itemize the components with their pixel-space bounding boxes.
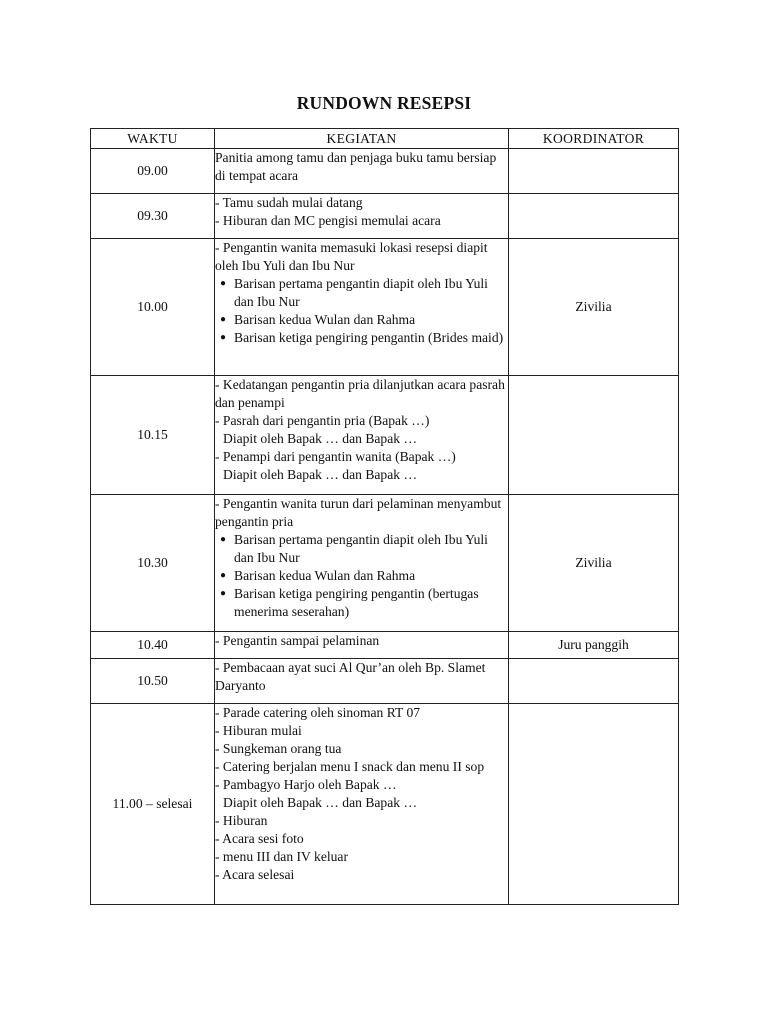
time-cell: 10.40 xyxy=(91,632,215,659)
table-row xyxy=(91,149,679,194)
activity-cell xyxy=(215,495,509,632)
activity-line: - Tamu sudah mulai datang xyxy=(215,195,363,210)
activity-bullet-item: ● Barisan kedua Wulan dan Rahma xyxy=(215,567,508,585)
time-cell: 09.30 xyxy=(91,194,215,239)
activity-bullet-item: ● Barisan pertama pengantin diapit oleh Ibu Yuli dan Ibu Nur xyxy=(215,275,508,311)
activity-line: - Kedatangan pengantin pria dilanjutkan acara pasrah dan penampi xyxy=(215,377,505,410)
activity-line: - Pengantin sampai pelaminan xyxy=(215,633,380,648)
activity-bullet-item: ● Barisan pertama pengantin diapit oleh Ibu Yuli dan Ibu Nur xyxy=(215,531,508,567)
activity-line: - Penampi dari pengantin wanita (Bapak …) xyxy=(215,449,456,464)
column-header-activity: KEGIATAN xyxy=(215,129,509,149)
activity-sub-line: Diapit oleh Bapak … dan Bapak … xyxy=(223,795,418,810)
coordinator-cell xyxy=(509,149,679,194)
coordinator-cell xyxy=(509,194,679,239)
activity-line: - Hiburan xyxy=(215,813,268,828)
activity-cell xyxy=(215,376,509,495)
activity-cell xyxy=(215,239,509,376)
activity-bullet-item: ● Barisan ketiga pengiring pengantin (bertugas menerima seserahan) xyxy=(215,585,508,621)
activity-line: - Acara selesai xyxy=(215,867,295,882)
activity-line: - menu III dan IV keluar xyxy=(215,849,348,864)
coordinator-cell: Zivilia xyxy=(509,495,679,632)
time-cell: 11.00 – selesai xyxy=(91,704,215,905)
column-header-coordinator: KOORDINATOR xyxy=(509,129,679,149)
activity-line: - Pambagyo Harjo oleh Bapak … xyxy=(215,777,397,792)
activity-line: - Pasrah dari pengantin pria (Bapak …) xyxy=(215,413,430,428)
table-header xyxy=(91,129,679,149)
time-cell: 10.15 xyxy=(91,376,215,495)
activity-line: - Hiburan mulai xyxy=(215,723,302,738)
time-cell: 10.50 xyxy=(91,659,215,704)
rundown-table xyxy=(90,128,679,905)
activity-line: - Pembacaan ayat suci Al Qur’an oleh Bp. Slamet Daryanto xyxy=(215,660,486,693)
table-row xyxy=(91,704,679,905)
activity-cell xyxy=(215,704,509,905)
activity-line: - Pengantin wanita memasuki lokasi resepsi diapit oleh Ibu Yuli dan Ibu Nur xyxy=(215,240,488,273)
time-cell: 09.00 xyxy=(91,149,215,194)
table-row xyxy=(91,659,679,704)
activity-line: - Acara sesi foto xyxy=(215,831,304,846)
time-cell: 10.30 xyxy=(91,495,215,632)
coordinator-cell xyxy=(509,659,679,704)
activity-cell xyxy=(215,194,509,239)
activity-bullet-item: ● Barisan ketiga pengiring pengantin (Brides maid) xyxy=(215,329,508,347)
header-row xyxy=(91,129,679,149)
table-row xyxy=(91,632,679,659)
column-header-time: WAKTU xyxy=(91,129,215,149)
activity-line: - Sungkeman orang tua xyxy=(215,741,342,756)
activity-line: - Catering berjalan menu I snack dan menu II sop xyxy=(215,759,485,774)
activity-cell xyxy=(215,632,509,659)
page-title: RUNDOWN RESEPSI xyxy=(296,93,472,113)
table-row xyxy=(91,376,679,495)
table-row xyxy=(91,239,679,376)
activity-sub-line: Diapit oleh Bapak … dan Bapak … xyxy=(223,467,418,482)
activity-line: Panitia among tamu dan penjaga buku tamu bersiap di tempat acara xyxy=(215,150,497,183)
coordinator-cell: Juru panggih xyxy=(509,632,679,659)
coordinator-cell xyxy=(509,704,679,905)
coordinator-cell xyxy=(509,376,679,495)
activity-sub-line: Diapit oleh Bapak … dan Bapak … xyxy=(223,431,418,446)
coordinator-cell: Zivilia xyxy=(509,239,679,376)
activity-line: - Parade catering oleh sinoman RT 07 xyxy=(215,705,421,720)
activity-cell xyxy=(215,149,509,194)
activity-line: - Pengantin wanita turun dari pelaminan menyambut pengantin pria xyxy=(215,496,502,529)
activity-line: - Hiburan dan MC pengisi memulai acara xyxy=(215,213,441,228)
activity-cell xyxy=(215,659,509,704)
table-row xyxy=(91,194,679,239)
table-body xyxy=(91,149,679,905)
activity-bullet-item: ● Barisan kedua Wulan dan Rahma xyxy=(215,311,508,329)
time-cell: 10.00 xyxy=(91,239,215,376)
table-row xyxy=(91,495,679,632)
